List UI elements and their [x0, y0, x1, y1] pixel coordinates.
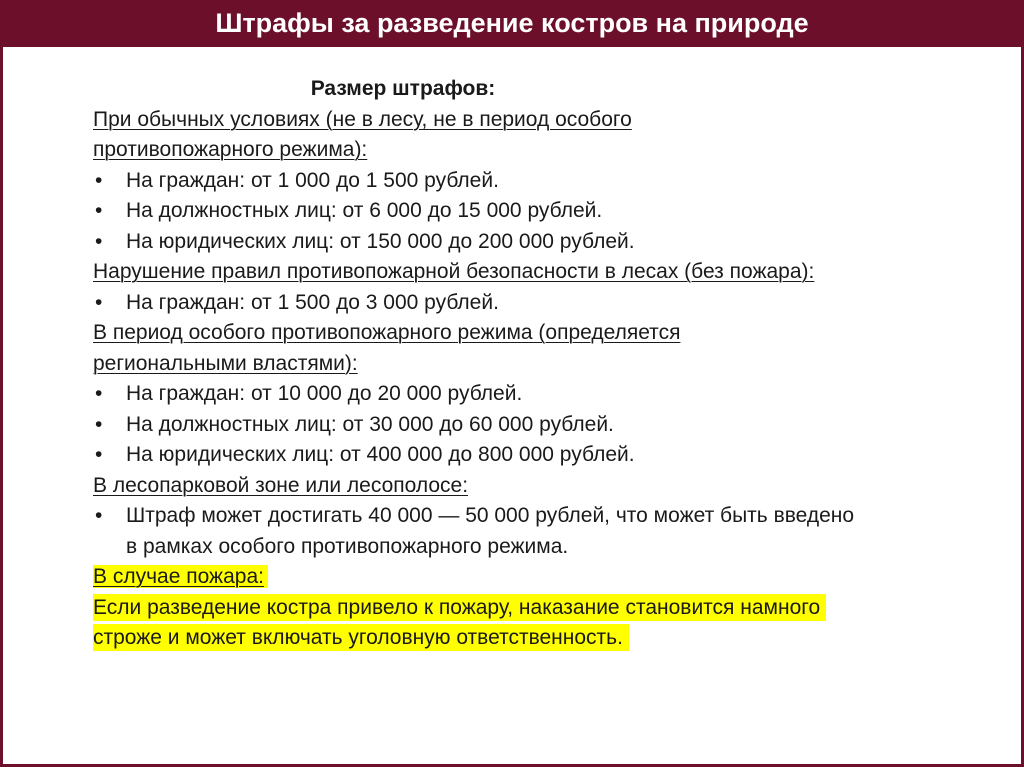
section-heading: При обычных условиях (не в лесу, не в период особого противопожарного режима): — [93, 107, 632, 161]
list-item: • Штраф может достигать 40 000 — 50 000 рублей, что может быть введено в рамках особого противопожарного режима. — [93, 501, 856, 562]
section-special-regime — [93, 318, 953, 471]
section-heading: В период особого противопожарного режима (определяется региональными властями): — [93, 321, 681, 375]
slide-title: Штрафы за разведение костров на природе — [215, 8, 809, 38]
list-item: • На граждан: от 10 000 до 20 000 рублей. — [93, 379, 953, 410]
section-forest-park — [93, 471, 953, 563]
bullet-list — [93, 288, 953, 319]
fire-case-block — [93, 562, 953, 654]
list-item: • На должностных лиц: от 6 000 до 15 000 рублей. — [93, 196, 953, 227]
bullet-list — [93, 379, 953, 471]
fire-case-heading: В случае пожара: — [93, 565, 268, 588]
section-heading: В лесопарковой зоне или лесополосе: — [93, 473, 469, 497]
list-item: • На юридических лиц: от 150 000 до 200 000 рублей. — [93, 227, 953, 258]
list-item: • На граждан: от 1 000 до 1 500 рублей. — [93, 166, 953, 197]
section-forest — [93, 257, 953, 318]
fire-case-text: Если разведение костра привело к пожару, наказание становится намного строже и может включать уголовную ответственность. — [93, 594, 826, 652]
bullet-list — [93, 166, 953, 258]
section-normal — [93, 105, 953, 258]
list-item: • На должностных лиц: от 30 000 до 60 000 рублей. — [93, 410, 953, 441]
section-heading: Нарушение правил противопожарной безопасности в лесах (без пожара): — [93, 260, 815, 283]
slide-content — [93, 73, 953, 654]
list-item: • На граждан: от 1 500 до 3 000 рублей. — [93, 288, 953, 319]
fines-subtitle: Размер штрафов: — [310, 77, 496, 100]
bullet-list — [93, 501, 953, 562]
list-item: • На юридических лиц: от 400 000 до 800 000 рублей. — [93, 440, 953, 471]
title-bar — [0, 0, 1024, 47]
